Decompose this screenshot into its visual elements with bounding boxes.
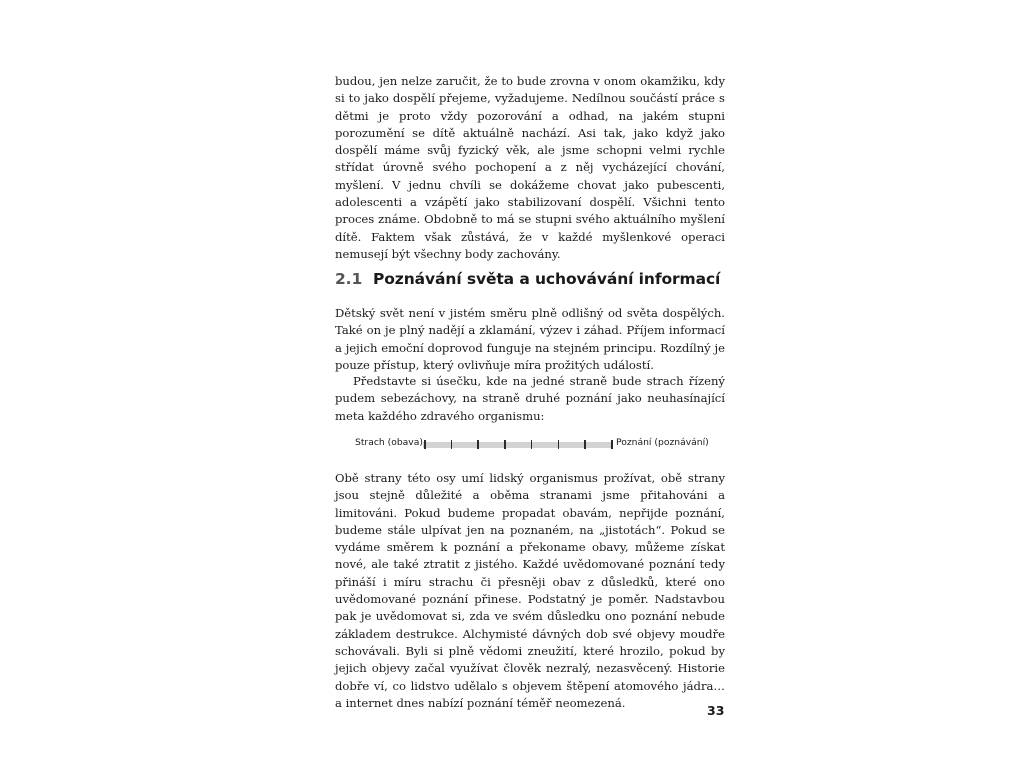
scale-tick <box>584 440 586 449</box>
scale-tick <box>477 440 479 449</box>
scale-tick <box>424 440 426 449</box>
section-title: Poznávání světa a uchovávání informací <box>373 270 721 288</box>
body-paragraph-1: budou, jen nelze zaručit, že to bude zrovna v onom okamžiku, kdy si to jako dospělí přejeme, vyžadujeme. Nedílnou součástí práce s dětmi je proto vždy pozorování a odhad, na jakém stupni porozumění se dítě aktuálně nachází. Asi tak, jako když jako dospělí máme svůj fyzický věk, ale jsme schopni velmi rychle střídat úrovně svého pochopení a z něj vycházející chování, myšlení. V jednu chvíli se dokážeme chovat jako pubescenti, adolescenti a vzápětí jako stabilizovaní dospělí. Všichni tento proces známe. Obdobně to má se stupni svého aktuálního myšlení dítě. Faktem však zůstává, že v každé myšlenkové operaci nemusejí být všechny body zachovány. <box>335 74 725 261</box>
scale-tick <box>611 440 613 449</box>
section-heading <box>335 270 735 288</box>
scale-left-label: Strach (obava) <box>355 437 423 448</box>
section-number: 2.1 <box>335 270 363 288</box>
body-paragraph-2: Dětský svět není v jistém směru plně odlišný od světa dospělých. Také on je plný nadějí a zklamání, výzev i záhad. Příjem informací a jejich emoční doprovod funguje na stejném principu. Rozdílný je pouze přístup, který ovlivňuje míra prožitých událostí. <box>335 306 725 372</box>
scale-right-label: Poznání (poznávání) <box>616 437 709 448</box>
body-paragraph-4: Obě strany této osy umí lidský organismus prožívat, obě strany jsou stejně důležité a oběma stranami jsme přitahováni a limitováni. Pokud budeme propadat obavám, nepřijde poznání, budeme stále ulpívat jen na poznaném, na „jistotách“. Pokud se vydáme směrem k poznání a překoname obavy, můžeme získat nové, ale také ztratit z jistého. Každé uvědomované poznání tedy přináší i míru strachu či přesněji obav z důsledků, které ono uvědomované poznání přinese. Podstatný je poměr. Nadstavbou pak je uvědomovat si, zda ve svém důsledku ono poznání nebude základem destrukce. Alchymisté dávných dob své objevy moudře schovávali. Byli si plně vědomi zneužití, které hrozilo, pokud by jejich objevy začal využívat člověk nezralý, nezasvěcený. Historie dobře ví, co lidstvo udělalo s objevem štěpení atomového jádra… a internet dnes nabízí poznání téměř neomezená. <box>335 471 725 710</box>
scale-tick <box>531 440 533 449</box>
body-paragraph-3: Představte si úsečku, kde na jedné straně bude strach řízený pudem sebezáchovy, na straně druhé poznání jako neuhasínající meta každého zdravého organismu: <box>335 374 725 423</box>
scale-tick <box>451 440 453 449</box>
scale-tick <box>504 440 506 449</box>
scale-tick <box>558 440 560 449</box>
page-number: 33 <box>707 703 725 718</box>
